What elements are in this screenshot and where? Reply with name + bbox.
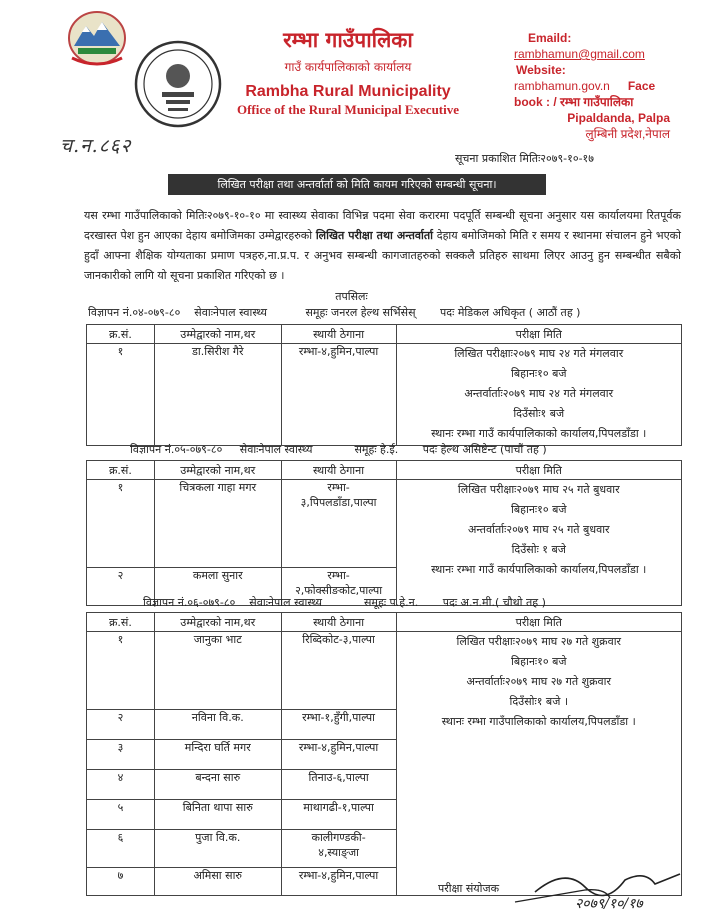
cell-address <box>281 480 396 568</box>
municipality-name-np: रम्भा गाउँपालिका <box>283 28 413 52</box>
cell-name: कमला सुनार <box>154 568 281 606</box>
written-exam-time: बिहानः१० बजे <box>511 655 567 668</box>
website-link[interactable]: rambhamun.gov.n <box>514 79 610 93</box>
facebook-label-part: Face <box>627 79 656 93</box>
ad-group: समूहः जनरल हेल्थ सर्भिसेस् <box>305 306 416 319</box>
notice-body-bold: लिखित परीक्षा तथा अन्तर्वार्ता <box>315 229 434 242</box>
table-header-row <box>87 325 682 344</box>
address-line: ३,पिपलडाँडा,पाल्पा <box>300 496 377 509</box>
cell-sn: ६ <box>87 830 155 868</box>
notice-published-date: सूचना प्रकाशित मितिः२०७९-१०-१७ <box>455 152 594 165</box>
website-label: Website: <box>516 63 566 77</box>
cell-address: रम्भा-४,हुमिन,पाल्पा <box>281 740 396 770</box>
venue: स्थानः रम्भा गाउँ कार्यपालिकाको कार्यालय,पिपलडाँडा । <box>431 427 647 440</box>
interview: अन्तर्वार्ताः२०७९ माघ २४ गते मंगलवार <box>464 387 614 400</box>
venue: स्थानः रम्भा गाउँपालिकाको कार्यालय,पिपलडाँडा । <box>441 715 636 728</box>
col-exam-date: परीक्षा मिति <box>396 325 681 344</box>
office-name-en: Office of the Rural Municipal Executive <box>236 102 460 117</box>
interview-time: दिउँसोः १ बजे <box>511 543 566 556</box>
table-row <box>87 480 682 568</box>
ad-2-line <box>130 442 547 457</box>
col-address: स्थायी ठेगाना <box>281 461 396 480</box>
col-name: उम्मेद्वारको नाम,थर <box>154 461 281 480</box>
office-name-np: गाउँ कार्यपालिकाको कार्यालय <box>284 60 412 74</box>
ad-number: विज्ञापन नं.०५-०७९-८० <box>130 443 223 456</box>
ad-post: पदः मेडिकल अधिकृत ( आठौं तह ) <box>440 306 581 319</box>
cell-name: अमिसा सारु <box>154 868 281 896</box>
cell-address: रिब्दिकोट-३,पाल्पा <box>281 632 396 710</box>
written-exam: लिखित परीक्षाः२०७९ माघ २७ गते शुक्रवार <box>456 635 622 648</box>
exam-coordinator-label: परीक्षा संयोजक <box>438 882 500 895</box>
email-link[interactable]: rambhamun@gmail.com <box>514 47 645 61</box>
interview-time: दिउँसोः१ बजे । <box>509 695 569 708</box>
cell-name: बन्दना सारु <box>154 770 281 800</box>
ad-number: विज्ञापन नं.०४-०७९-८० <box>88 306 181 319</box>
table-header-row <box>87 461 682 480</box>
col-sn: क्र.सं. <box>87 325 155 344</box>
candidate-table-1 <box>86 324 682 446</box>
cell-sn: ४ <box>87 770 155 800</box>
interview: अन्तर्वार्ताः२०७९ माघ २५ गते बुधवार <box>467 523 610 536</box>
col-name: उम्मेद्वारको नाम,थर <box>154 613 281 632</box>
col-sn: क्र.सं. <box>87 461 155 480</box>
table-header-row <box>87 613 682 632</box>
col-exam-date: परीक्षा मिति <box>396 461 681 480</box>
candidate-table-3 <box>86 612 682 896</box>
ad-service: सेवाःनेपाल स्वास्थ्य <box>194 306 268 319</box>
cell-address: रम्भा-४,हुमिन,पाल्पा <box>281 868 396 896</box>
address-line: कालीगण्डकी- <box>311 831 366 844</box>
email-label: Emaild: <box>528 31 572 45</box>
candidate-table-2 <box>86 460 682 606</box>
address-line: रम्भा- <box>327 569 350 582</box>
ad-group: समूहः प.हे.न. <box>363 596 419 609</box>
written-exam-time: बिहानः१० बजे <box>511 367 567 380</box>
col-name: उम्मेद्वारको नाम,थर <box>154 325 281 344</box>
cell-sn: २ <box>87 710 155 740</box>
cell-address: माथागढी-१,पाल्पा <box>281 800 396 830</box>
cell-address: तिनाउ-६,पाल्पा <box>281 770 396 800</box>
ad-number: विज्ञापन नं.०६-०७९-८० <box>143 596 236 609</box>
cell-address: रम्भा-४,हुमिन,पाल्पा <box>281 344 396 446</box>
signature-date: २०७९/१०/१७ <box>575 896 643 910</box>
cell-sn: १ <box>87 344 155 446</box>
cell-sn: १ <box>87 480 155 568</box>
notice-body-part2: देहाय बमोजिमको मिति र समय र स्थानमा संचालन हुने भएको हुदाँ आफ्ना शैक्षिक योग्यताका प्रमाण पत्रहरु,ना.प्र.प. र अनुभव सम्बन्धी कागजातहरुको सक्कलै प्रतिहरु साथमा लिएर आउनु हुन सम्बन्धीत सबैको जानकारीको लागि यो सूचना प्रकाशित गरिएको छ । <box>84 229 681 282</box>
cell-sn: ५ <box>87 800 155 830</box>
ad-1-line <box>88 305 580 320</box>
col-sn: क्र.सं. <box>87 613 155 632</box>
cell-sn: २ <box>87 568 155 606</box>
interview: अन्तर्वार्ताः२०७९ माघ २७ गते शुक्रवार <box>466 675 611 688</box>
cell-exam-details <box>396 344 681 446</box>
written-exam: लिखित परीक्षाः२०७९ माघ २५ गते बुधवार <box>457 483 620 496</box>
interview-time: दिउँसोः१ बजे <box>513 407 565 420</box>
nepal-emblem-icon <box>64 8 130 68</box>
handwritten-signature <box>505 862 701 910</box>
notice-body <box>84 206 681 286</box>
col-address: स्थायी ठेगाना <box>281 325 396 344</box>
cell-name: नविना वि.क. <box>154 710 281 740</box>
address-line: रम्भा- <box>327 481 350 494</box>
col-exam-date: परीक्षा मिति <box>396 613 681 632</box>
cell-name: पुजा वि.क. <box>154 830 281 868</box>
notice-title-banner: लिखित परीक्षा तथा अन्तर्वार्ता को मिति कायम गरिएको सम्बन्धी सूचना। <box>168 174 546 195</box>
ad-service: सेवाःनेपाल स्वास्थ्य <box>249 596 323 609</box>
ad-post: पदः अ.न.मी.( चौथो तह ) <box>442 596 546 609</box>
cell-name: जानुका भाट <box>154 632 281 710</box>
office-seal-stamp <box>132 38 224 130</box>
col-address: स्थायी ठेगाना <box>281 613 396 632</box>
cell-name: चित्रकला गाहा मगर <box>154 480 281 568</box>
ad-service: सेवाःनेपाल स्वास्थ्य <box>239 443 313 456</box>
cell-sn: ३ <box>87 740 155 770</box>
venue: स्थानः रम्भा गाउँ कार्यपालिकाको कार्यालय,पिपलडाँडा । <box>431 563 647 576</box>
cell-sn: ७ <box>87 868 155 896</box>
cell-address <box>281 830 396 868</box>
handwritten-reference: च.न.८६२ <box>60 135 132 157</box>
municipality-name-en: Rambha Rural Municipality <box>245 83 451 100</box>
cell-name: डा.सिरीश गैरे <box>154 344 281 446</box>
cell-name: मन्दिरा घर्ति मगर <box>154 740 281 770</box>
table-row <box>87 344 682 446</box>
ad-3-line <box>143 595 546 610</box>
address-line: ४,स्याङ्जा <box>318 846 359 859</box>
ad-group: समूहः हे.ई. <box>354 443 399 456</box>
facebook-link[interactable]: book : / रम्भा गाउँपालिका <box>514 95 634 109</box>
contact-block <box>514 30 694 142</box>
cell-exam-details <box>396 632 681 896</box>
tapsil-heading: तपसिलः <box>335 290 368 303</box>
address-line-1: Pipaldanda, Palpa <box>567 111 670 125</box>
address-line-2: लुम्बिनी प्रदेश,नेपाल <box>585 127 670 141</box>
written-exam: लिखित परीक्षाः२०७९ माघ २४ गते मंगलवार <box>454 347 624 360</box>
written-exam-time: बिहानः१० बजे <box>511 503 567 516</box>
cell-name: बिनिता थापा सारु <box>154 800 281 830</box>
notice-body-part1: यस रम्भा गाउँपालिकाको मितिः२०७९-१०-१० मा स्वास्थ्य सेवाका विभिन्न पदमा सेवा करारमा पदपूर्ति सम्बन्धी सूचना अनुसार यस कार्यालयमा रितपूर्वक दरखास्त पेश हुन आएका देहाय बमोजिमका उम्मेद्वारहरुको <box>84 209 681 242</box>
cell-sn: १ <box>87 632 155 710</box>
table-row <box>87 632 682 710</box>
address-line: २,फोक्सीङकोट,पाल्पा <box>295 584 383 597</box>
cell-address: रम्भा-१,हुँगी,पाल्पा <box>281 710 396 740</box>
cell-exam-details <box>396 480 681 606</box>
ad-post: पदः हेल्थ असिष्टेन्ट (पाचौं तह ) <box>422 443 547 456</box>
